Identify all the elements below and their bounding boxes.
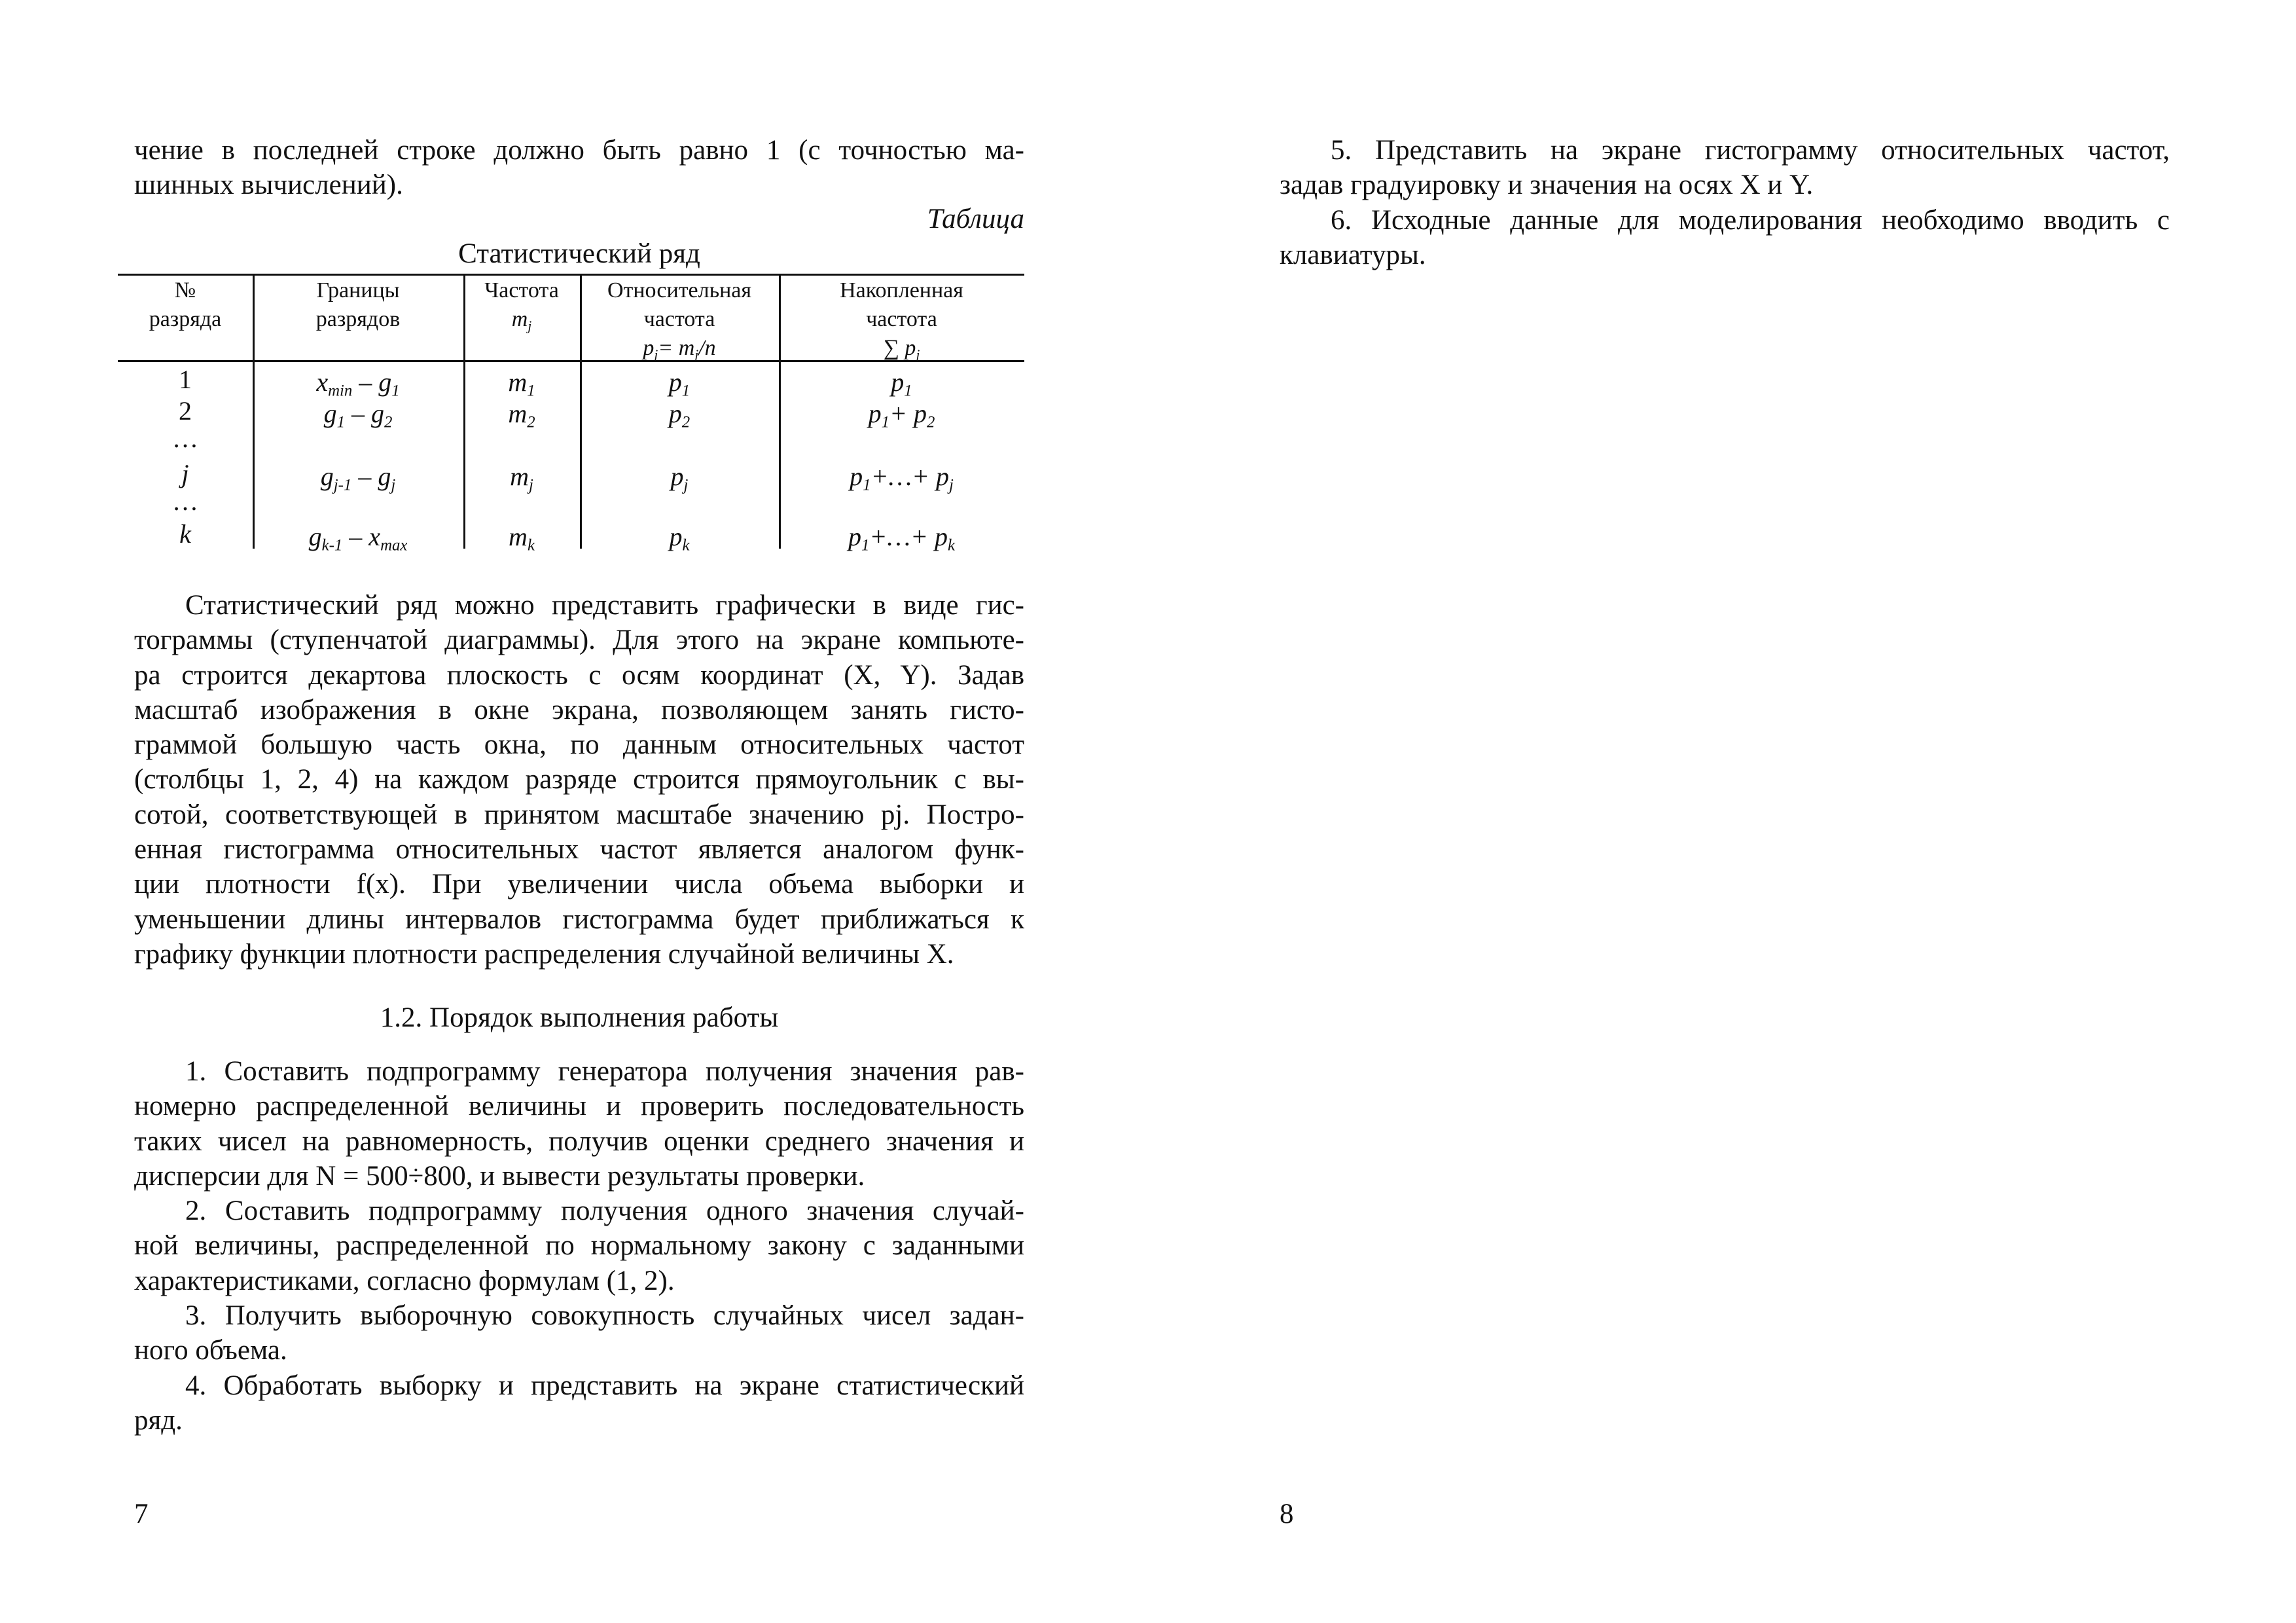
page-number: 8 (1280, 1499, 1294, 1529)
row-frequency: $m_k$ (509, 522, 535, 555)
text-line: шинных вычислений). (134, 170, 403, 201)
row-relative-frequency: $p_j$ (670, 462, 689, 494)
text-line: 3. Получить выборочную совокупность случайных чисел задан- (185, 1300, 1024, 1332)
text-line: 5. Представить на экране гистограмму относительных частот, (1331, 135, 2170, 166)
row-frequency: $m_j$ (510, 462, 533, 494)
header-text: разряда (149, 307, 222, 331)
row-bounds: $x_{min} - g_1$ (316, 367, 400, 400)
header-text: разрядов (315, 307, 401, 331)
row-ellipsis: … (172, 424, 198, 453)
text-line: дисперсии для N = 500÷800, и вывести результаты проверки. (134, 1160, 865, 1192)
row-cumulative-frequency: $p_1+\dots+ p_j$ (850, 462, 954, 494)
text-line: графику функции плотности распределения случайной величины X. (134, 938, 954, 970)
text-line: 6. Исходные данные для моделирования необходимо вводить с (1331, 204, 2170, 236)
header-text: Относительная (607, 278, 752, 302)
table-label: Таблица (927, 204, 1024, 234)
text-line: ции плотности f(x). При увеличении числа объема выборки и (134, 869, 1024, 900)
intro-paragraph (134, 133, 1024, 203)
section-title: 1.2. Порядок выполнения работы (380, 1002, 779, 1033)
text-line: характеристиками, согласно формулам (1, 2). (134, 1265, 675, 1296)
text-line: уменьшении длины интервалов гистограмма будет приближаться к (134, 903, 1024, 935)
row-bounds: $g_{k-1} - x_{max}$ (308, 522, 408, 555)
text-line: ряд. (134, 1404, 183, 1436)
header-symbol: $m_j$ (511, 307, 532, 334)
text-line: тограммы (ступенчатой диаграммы). Для этого на экране компьюте- (134, 625, 1024, 656)
text-line: ра строится декартова плоскость с осям координат (X, Y). Задав (134, 659, 1024, 691)
page-number: 7 (134, 1499, 149, 1529)
row-cumulative-frequency: $p_1$ (891, 367, 912, 400)
row-relative-frequency: $p_1$ (668, 367, 691, 400)
text-line: (столбцы 1, 2, 4) на каждом разряде строится прямоугольник с вы- (134, 764, 1024, 795)
row-number: j (181, 459, 189, 488)
row-frequency: $m_1$ (508, 367, 535, 400)
header-text: Накопленная (840, 278, 963, 302)
header-text: частота (866, 307, 937, 331)
row-bounds: $g_{j-1} - g_j$ (320, 462, 396, 494)
header-formula: ∑ $p_j$ (883, 336, 920, 363)
header-cell (580, 276, 779, 369)
row-number: k (179, 519, 191, 549)
row-relative-frequency: $p_2$ (668, 399, 691, 431)
text-line: 4. Обработать выборку и представить на экране статистический (185, 1370, 1024, 1401)
text-line: задав градуировку и значения на осях X и Y. (1280, 170, 1814, 201)
row-cumulative-frequency: $p_1+ p_2$ (868, 399, 935, 431)
text-line: чение в последней строке должно быть равно 1 (с точностью ма- (134, 135, 1024, 166)
row-bounds: $g_1 - g_2$ (323, 399, 393, 431)
header-formula: $p_j= m_j/n$ (643, 336, 716, 363)
text-line: граммой большую часть окна, по данным относительных частот (134, 729, 1024, 761)
table-title: Статистический ряд (458, 238, 700, 269)
header-cell (463, 276, 580, 340)
header-cell (779, 276, 1024, 369)
text-line: номерно распределенной величины и проверить последовательность (134, 1091, 1024, 1122)
row-frequency: $m_2$ (508, 399, 535, 431)
text-line: ной величины, распределенной по нормальному закону с заданными (134, 1230, 1024, 1262)
header-text: Частота (484, 278, 559, 302)
row-relative-frequency: $p_k$ (669, 522, 690, 555)
text-line: ного объема. (134, 1335, 287, 1366)
statistical-series-table (118, 274, 1024, 555)
header-text: Границы (316, 278, 400, 302)
header-cell (118, 276, 253, 334)
row-cumulative-frequency: $p_1+\dots+ p_k$ (848, 522, 955, 555)
steps-list (134, 1054, 1024, 1438)
row-ellipsis: … (172, 486, 198, 516)
text-line: 1. Составить подпрограмму генератора получения значения рав- (185, 1056, 1024, 1087)
histogram-paragraph (134, 588, 1024, 972)
text-line: таких чисел на равномерность, получив оценки среднего значения и (134, 1125, 1024, 1157)
text-line: Статистический ряд можно представить графически в виде гис- (185, 590, 1024, 621)
text-line: 2. Составить подпрограмму получения одного значения случай- (185, 1195, 1024, 1227)
header-text: № (174, 278, 196, 302)
row-number: 1 (179, 365, 192, 394)
text-line: масштаб изображения в окне экрана, позволяющем занять гисто- (134, 694, 1024, 725)
header-cell (253, 276, 463, 334)
text-line: енная гистограмма относительных частот является аналогом функ- (134, 834, 1024, 866)
row-number: 2 (179, 396, 192, 426)
tasks-continued (1280, 133, 2170, 272)
text-line: сотой, соответствующей в принятом масштабе значению pj. Постро- (134, 799, 1024, 830)
header-text: частота (643, 307, 715, 331)
text-line: клавиатуры. (1280, 239, 1426, 270)
